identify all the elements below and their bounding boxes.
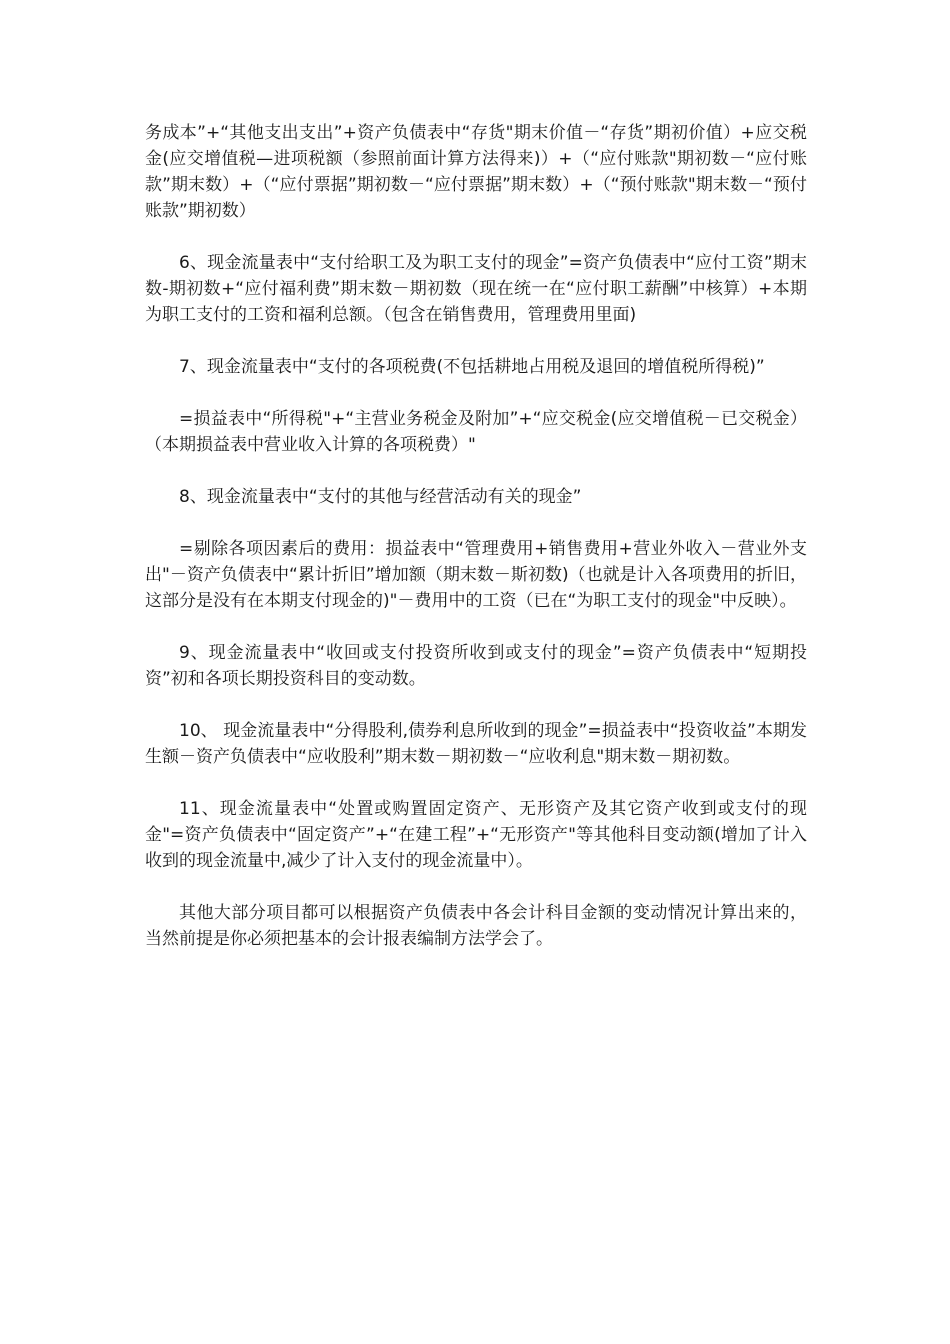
paragraph-item-6: 6、现金流量表中“支付给职工及为职工支付的现金”=资产负债表中“应付工资”期末数-期初数+“应付福利费”期末数－期初数（现在统一在“应付职工薪酬”中核算）+本期为职工支付的工资和福利总额。（包含在销售费用，管理费用里面)	[145, 253, 807, 325]
paragraph-item-7: 7、现金流量表中“支付的各项税费(不包括耕地占用税及退回的增值税所得税)”	[179, 357, 765, 377]
paragraph-item-10: 10、 现金流量表中“分得股利,债券利息所收到的现金”=损益表中“投资收益”本期发生额－资产负债表中“应收股利”期末数－期初数－“应收利息"期末数－期初数。	[145, 721, 807, 767]
paragraph-conclusion: 其他大部分项目都可以根据资产负债表中各会计科目金额的变动情况计算出来的，当然前提是你必须把基本的会计报表编制方法学会了。	[145, 903, 807, 949]
document-body	[145, 120, 807, 978]
paragraph-item-8-formula: =剔除各项因素后的费用：损益表中“管理费用+销售费用+营业外收入－营业外支出"－资产负债表中“累计折旧”增加额（期末数－斯初数)（也就是计入各项费用的折旧，这部分是没有在本期支付现金的)"－费用中的工资（已在“为职工支付的现金"中反映）。	[145, 539, 807, 611]
paragraph-item-8: 8、现金流量表中“支付的其他与经营活动有关的现金”	[179, 487, 582, 507]
paragraph-item-7-formula: =损益表中“所得税"+“主营业务税金及附加”+“应交税金(应交增值税－已交税金）（本期损益表中营业收入计算的各项税费）"	[145, 409, 807, 455]
paragraph-item-9: 9、现金流量表中“收回或支付投资所收到或支付的现金”=资产负债表中“短期投资”初和各项长期投资科目的变动数。	[145, 643, 807, 689]
paragraph-continuation: 务成本”+“其他支出支出”+资产负债表中“存货"期末价值－“存货”期初价值）+应交税金(应交增值税—进项税额（参照前面计算方法得来)）+（“应付账款"期初数－“应付账款”期末数）+（“应付票据”期初数－“应付票据”期末数）+（“预付账款"期末数－“预付账款”期初数）	[145, 123, 807, 221]
paragraph-item-11: 11、现金流量表中“处置或购置固定资产、无形资产及其它资产收到或支付的现金"=资产负债表中“固定资产”+“在建工程”+“无形资产"等其他科目变动额(增加了计入收到的现金流量中,减少了计入支付的现金流量中）。	[145, 799, 807, 871]
